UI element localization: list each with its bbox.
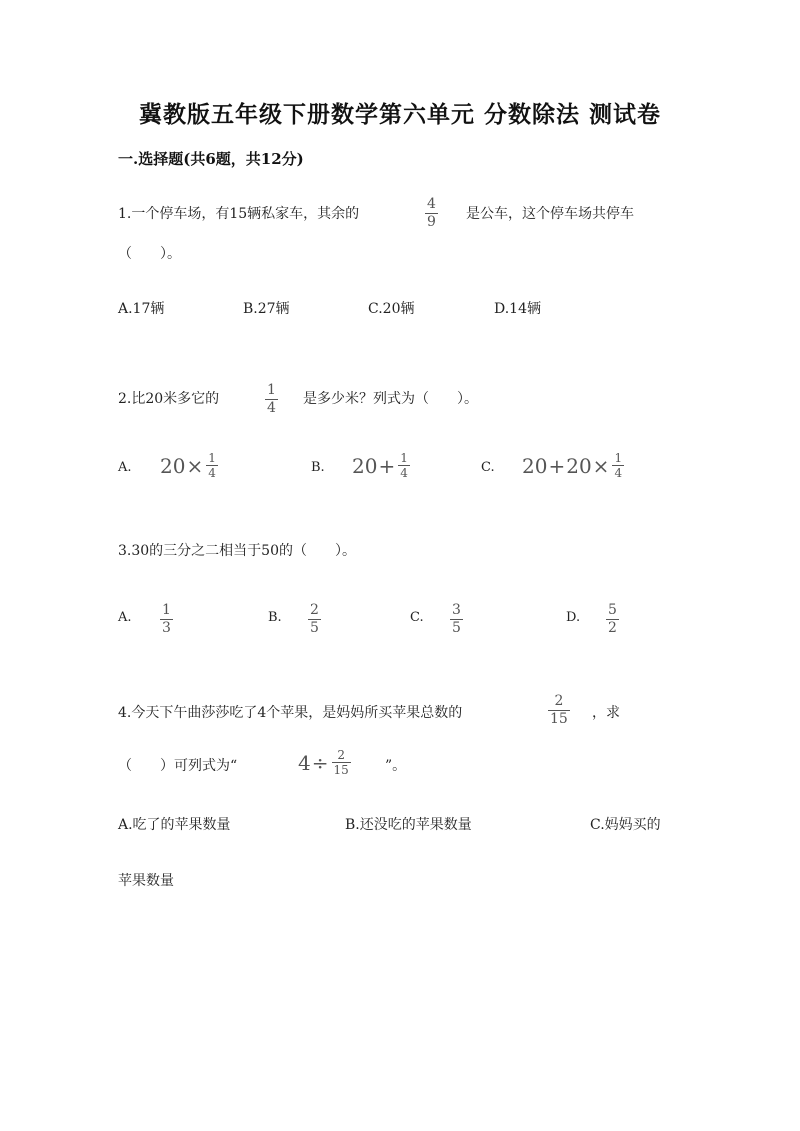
- q3-option-b-fraction[interactable]: [308, 603, 321, 636]
- q4-option-a[interactable]: A.吃了的苹果数量: [118, 817, 231, 833]
- fraction-numerator: 2: [337, 748, 345, 762]
- fraction-numerator: 5: [608, 602, 617, 618]
- number: 4: [298, 750, 311, 775]
- fraction-numerator: 3: [452, 602, 461, 618]
- number: 20: [160, 453, 186, 478]
- q2-fraction: [265, 383, 278, 416]
- q2-fraction-numerator: 1: [267, 382, 276, 398]
- q2-option-a-expression[interactable]: [160, 452, 218, 479]
- q1-option-d[interactable]: D.14辆: [494, 301, 541, 317]
- q1-option-c[interactable]: C.20辆: [368, 301, 415, 317]
- fraction-numerator: 1: [162, 602, 171, 618]
- q2-option-c-expression[interactable]: [522, 452, 624, 479]
- q4-expression: [298, 749, 351, 776]
- q1-text-part3: （ ）。: [118, 246, 181, 262]
- q1-fraction: [425, 197, 438, 230]
- q4-text-part1: 4.今天下午曲莎莎吃了4个苹果，是妈妈所买苹果总数的: [118, 705, 463, 721]
- section-heading: 一.选择题(共6题，共12分): [118, 150, 304, 168]
- fraction-numerator: 1: [208, 451, 216, 465]
- q4-text-part2: ，求: [592, 705, 620, 721]
- q4-option-b[interactable]: B.还没吃的苹果数量: [345, 817, 472, 833]
- plus-symbol: +: [378, 453, 396, 478]
- q2-text-part2: 是多少米？列式为（ ）。: [303, 391, 478, 407]
- times-symbol: ×: [186, 453, 204, 478]
- fraction-denominator: 3: [162, 620, 171, 636]
- q1-text-part2: 是公车，这个停车场共停车: [466, 206, 634, 222]
- q1-option-a[interactable]: A.17辆: [118, 301, 165, 317]
- fraction-denominator: 5: [452, 620, 461, 636]
- fraction-denominator: 15: [333, 763, 349, 777]
- fraction-numerator: 2: [310, 602, 319, 618]
- fraction: [398, 452, 410, 479]
- fraction-numerator: 1: [400, 451, 408, 465]
- fraction: [612, 452, 624, 479]
- q2-option-b-label[interactable]: B.: [311, 460, 325, 475]
- divide-symbol: ÷: [311, 750, 329, 775]
- q4-option-c[interactable]: C.妈妈买的: [590, 817, 661, 833]
- q4-text-part3: （ ）可列式为“: [118, 758, 238, 774]
- fraction-denominator: 4: [400, 466, 408, 480]
- q3-text: 3.30的三分之二相当于50的（ ）。: [118, 543, 356, 559]
- q2-option-c-label[interactable]: C.: [481, 460, 495, 475]
- q3-option-c-fraction[interactable]: [450, 603, 463, 636]
- fraction-denominator: 4: [208, 466, 216, 480]
- number: 20: [522, 453, 548, 478]
- page-title: 冀教版五年级下册数学第六单元 分数除法 测试卷: [138, 101, 661, 128]
- fraction: [206, 452, 218, 479]
- number: 20: [352, 453, 378, 478]
- q1-fraction-numerator: 4: [427, 196, 436, 212]
- q3-option-a-fraction[interactable]: [160, 603, 173, 636]
- q2-text-part1: 2.比20米多它的: [118, 391, 220, 407]
- q3-option-d-label[interactable]: D.: [566, 610, 581, 625]
- q4-fraction: [548, 694, 570, 727]
- q4-fraction-numerator: 2: [554, 693, 564, 709]
- q3-option-c-label[interactable]: C.: [410, 610, 424, 625]
- times-symbol: ×: [592, 453, 610, 478]
- q2-option-b-expression[interactable]: [352, 452, 410, 479]
- q4-option-c-continued[interactable]: 苹果数量: [118, 873, 174, 889]
- q3-option-d-fraction[interactable]: [606, 603, 619, 636]
- fraction-numerator: 1: [614, 451, 623, 465]
- fraction-denominator: 2: [608, 620, 617, 636]
- fraction: [332, 749, 351, 776]
- q1-option-b[interactable]: B.27辆: [243, 301, 290, 317]
- q3-option-a-label[interactable]: A.: [118, 610, 132, 625]
- q2-fraction-denominator: 4: [267, 400, 276, 416]
- q1-text-part1: 1.一个停车场，有15辆私家车，其余的: [118, 206, 360, 222]
- fraction-denominator: 5: [310, 620, 319, 636]
- q4-text-part4: ”。: [385, 758, 407, 774]
- fraction-denominator: 4: [614, 466, 623, 480]
- number: 20: [566, 453, 592, 478]
- q1-fraction-denominator: 9: [427, 214, 436, 230]
- q4-fraction-denominator: 15: [550, 711, 568, 727]
- plus-symbol: +: [548, 453, 566, 478]
- q2-option-a-label[interactable]: A.: [118, 460, 132, 475]
- q3-option-b-label[interactable]: B.: [268, 610, 282, 625]
